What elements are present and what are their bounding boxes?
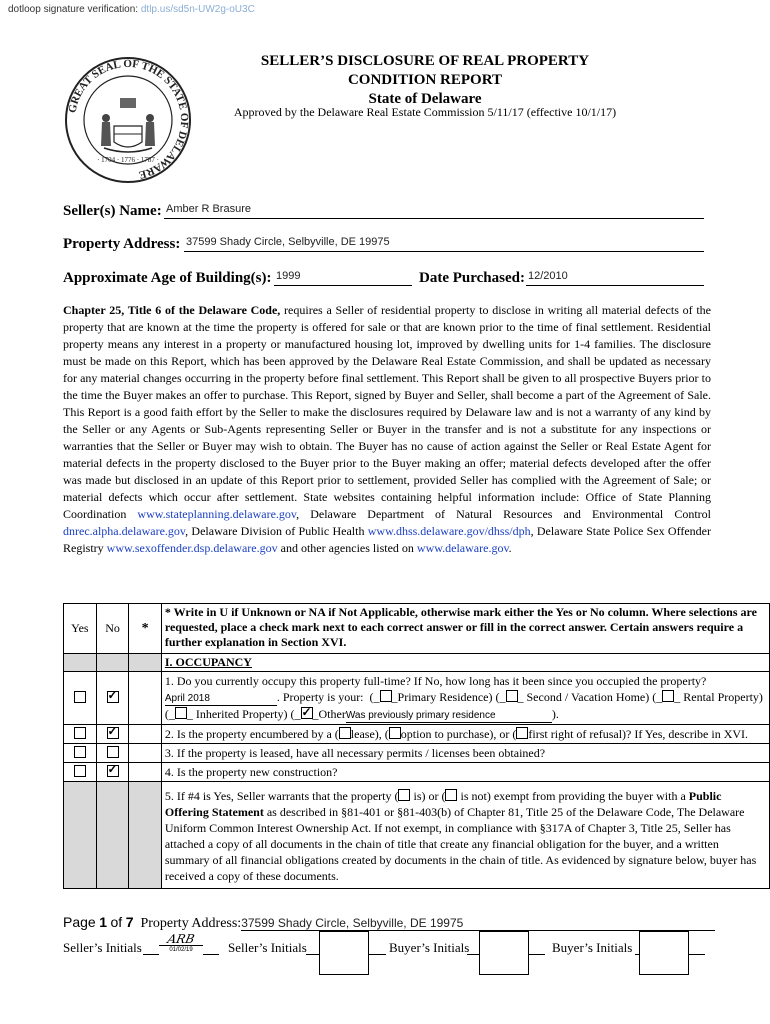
link-stateplanning[interactable]: www.stateplanning.delaware.gov: [137, 507, 297, 521]
title-line-1: SELLER’S DISCLOSURE OF REAL PROPERTY: [260, 53, 590, 69]
seller-name-row: [63, 203, 162, 220]
q1-yes-checkbox[interactable]: [74, 691, 86, 703]
seller-initials-1[interactable]: [159, 933, 203, 957]
building-age-row: [63, 270, 271, 287]
q4-no-checkbox[interactable]: [107, 765, 119, 777]
building-age-value: 1999: [276, 270, 301, 282]
property-address-field[interactable]: [184, 236, 704, 252]
rental-checkbox[interactable]: [662, 690, 674, 702]
buyer-initials-label-2: Buyer’s Initials: [552, 940, 633, 955]
q5-text-d: as described in §81-401 or §81-403(b) of Chapter 81, Title 25 of the Delaware Code, The Delaware Uniform Common Interest Ownership Act. If not exempt, in compliance with §317A of Chapter 3, Title 25, Seller has attached a copy of all documents in the chain of title that create any financial obligation for the buyer, and a written summary of all financial obligations created by documents in the chain of title. As evidenced by signature below, buyer has received a copy of these documents.: [164, 805, 757, 883]
buyer-initials-1[interactable]: [479, 931, 529, 975]
buyer-initials-2[interactable]: [639, 931, 689, 975]
question-4: 4. Is the property new construction?: [161, 763, 769, 782]
seller-initials-2[interactable]: [319, 931, 369, 975]
title-line-2: CONDITION REPORT: [347, 72, 503, 88]
q2-no-checkbox[interactable]: [107, 727, 119, 739]
verification-link[interactable]: dtlp.us/sd5n-UW2g-oU3C: [140, 4, 255, 15]
seller-name-value: Amber R Brasure: [166, 203, 251, 215]
verification-label: dotloop signature verification:: [8, 4, 139, 15]
seller-initials-label-2: Seller’s Initials: [228, 940, 307, 955]
seller-initials-label-1: Seller’s Initials: [63, 940, 142, 955]
signature-verification: [8, 4, 255, 15]
disclosure-table: [63, 603, 770, 889]
question-3: 3. If the property is leased, have all necessary permits / licenses been obtained?: [161, 744, 769, 763]
property-address-row: [63, 236, 180, 253]
q1-no-checkbox[interactable]: [107, 691, 119, 703]
building-age-label: Approximate Age of Building(s):: [63, 270, 272, 286]
of-word: of: [110, 914, 123, 930]
q4-yes-checkbox[interactable]: [74, 765, 86, 777]
building-age-field[interactable]: [274, 270, 412, 286]
q3-yes-checkbox[interactable]: [74, 746, 86, 758]
instructions: * Write in U if Unknown or NA if Not Applicable, otherwise mark either the Yes or No column. Where selections are requested, place a check mark next to each correct answer or fill in the correct answer. Certain answers require a further explanation in Section XVI.: [161, 604, 769, 654]
col-no-header: No: [96, 604, 129, 654]
link-delaware-gov[interactable]: www.delaware.gov: [416, 541, 509, 555]
lease-checkbox[interactable]: [339, 727, 351, 739]
link-dnrec[interactable]: dnrec.alpha.delaware.gov: [63, 524, 186, 538]
title-line-3: State of Delaware: [368, 91, 482, 107]
first-right-checkbox[interactable]: [516, 727, 528, 739]
intro-paragraph: [63, 302, 711, 557]
option-checkbox[interactable]: [389, 727, 401, 739]
link-sexoffender[interactable]: www.sexoffender.dsp.delaware.gov: [106, 541, 278, 555]
footer-address-label: Property Address:: [140, 916, 242, 931]
q5-is-not-checkbox[interactable]: [445, 789, 457, 801]
col-star-header: *: [129, 604, 162, 654]
lease-label: lease), (: [350, 727, 389, 741]
buyer-initials-label-1: Buyer’s Initials: [389, 940, 470, 955]
link-dhss[interactable]: www.dhss.delaware.gov/dhss/dph: [367, 524, 531, 538]
footer-address-value: 37599 Shady Circle, Selbyville, DE 19975: [241, 916, 715, 931]
question-5: [161, 782, 769, 889]
q5-text-a: 5. If #4 is Yes, Seller warrants that the property (: [164, 789, 399, 803]
other-checkbox[interactable]: [301, 707, 313, 719]
page-total: 7: [125, 914, 134, 930]
other-label: Other: [318, 707, 346, 721]
date-purchased-row: [419, 270, 525, 287]
q1-date-field[interactable]: April 2018: [165, 693, 277, 706]
first-right-label: first right of refusal)? If Yes, describe in XVI.: [528, 727, 749, 741]
q5-text-c: is not) exempt from providing the buyer with a: [457, 789, 689, 803]
option-label: option to purchase), or (: [400, 727, 517, 741]
intro-text-5: .: [508, 541, 512, 555]
date-purchased-field[interactable]: [526, 270, 704, 286]
q5-is-checkbox[interactable]: [398, 789, 410, 801]
primary-residence-label: Primary Residence): [397, 690, 493, 704]
question-1: 1. Do you currently occupy this property full-time? If No, how long has it been since you occupied the property? April 2018 . Property is your: (_ _Primary Residence) (_ _ Second / Vacation Home) (_ _ Rental Property) (_ _ Inherited Property) (_✓ _OtherWas previously primary residence ).: [161, 672, 769, 725]
second-home-label: Second / Vacation Home): [526, 690, 650, 704]
property-address-label: Property Address:: [63, 236, 181, 252]
page-word: Page: [63, 914, 96, 930]
intro-text-3: , Delaware State Police Sex Offender Registry: [63, 524, 711, 555]
col-yes-header: Yes: [64, 604, 97, 654]
intro-text-2: , Delaware Division of Public Health: [185, 524, 368, 538]
q1-text: 1. Do you currently occupy this property full-time? If No, how long has it been since you occupied the property?: [164, 674, 707, 688]
inherited-label: Inherited Property): [195, 707, 288, 721]
svg-text:GREAT SEAL OF THE STATE OF DEL: GREAT SEAL OF THE STATE OF DELAWARE: [66, 57, 191, 181]
initials-row: [63, 932, 713, 988]
svg-text:· 1704 · 1776 · 1787 ·: · 1704 · 1776 · 1787 ·: [97, 156, 159, 164]
intro-text-1: , Delaware Department of Natural Resources and Environmental Control: [296, 507, 712, 521]
seller-name-label: Seller(s) Name:: [63, 203, 162, 219]
page-number: 1: [99, 914, 107, 930]
intro-text-4: and other agencies listed on: [277, 541, 417, 555]
q5-text-b: is) or (: [410, 789, 446, 803]
intro-body: requires a Seller of residential property to disclose in writing all material defects of the property that are known at the time the property is offered for sale or that are known prior to the time of final settlement. Residential property means any interest in a property or manufactured housing lot, improved by dwelling units for 1-4 families. The disclosure must be made on this Report, which has been approved by the Delaware Real Estate Commission, and shall be updated as necessary for any material changes occurring in the property before final settlement. This Report shall be given to all prospective Buyers prior to the time the Buyer makes an offer to purchase. This Report, signed by Buyer and Seller, shall become a part of the Agreement of Sale. This Report is a good faith effort by the Seller to make the disclosures required by Delaware law and is not a warranty of any kind by the Seller or any Agents or Sub-Agents representing Seller or Buyer in the transfer and is not a substitute for any inspections or warranties that the Seller or Buyer may wish to obtain. The Buyer has no cause of action against the Seller or Real Estate Agent for material defects in the property disclosed to the Buyer prior to the Buyer making an offer; material defects developed after the offer was made but disclosed in an update of this Report prior to settlement, provided Seller has complied with the Agreement of Sale; or material defects which occur after settlement. State websites containing helpful information include: Office of State Planning Coordination: [63, 303, 712, 521]
initials-signature: ARB: [166, 932, 196, 946]
document-title: [210, 52, 640, 109]
initials-date: 01/02/19: [159, 945, 203, 954]
approval-note: Approved by the Delaware Real Estate Commission 5/11/17 (effective 10/1/17): [233, 105, 617, 119]
other-value-field[interactable]: Was previously primary residence: [346, 710, 552, 723]
q5-bold: Public Offering Statement: [164, 789, 722, 819]
intro-lead: Chapter 25, Title 6 of the Delaware Code,: [63, 303, 281, 317]
rental-label: Rental Property): [683, 690, 763, 704]
q1-mid-text: . Property is your:: [276, 690, 364, 704]
date-purchased-value: 12/2010: [528, 270, 568, 282]
property-address-value: 37599 Shady Circle, Selbyville, DE 19975: [186, 236, 390, 248]
state-seal: [64, 56, 192, 184]
q2-text: 2. Is the property encumbered by a (: [164, 727, 339, 741]
q3-no-checkbox[interactable]: [107, 746, 119, 758]
q2-yes-checkbox[interactable]: [74, 727, 86, 739]
page-footer: [63, 914, 715, 932]
second-home-checkbox[interactable]: [506, 690, 518, 702]
seller-name-field[interactable]: [164, 203, 704, 219]
date-purchased-label: Date Purchased:: [419, 270, 525, 286]
section-occupancy: I. OCCUPANCY: [161, 654, 769, 672]
inherited-checkbox[interactable]: [175, 707, 187, 719]
primary-residence-checkbox[interactable]: [380, 690, 392, 702]
question-2: [161, 725, 769, 744]
